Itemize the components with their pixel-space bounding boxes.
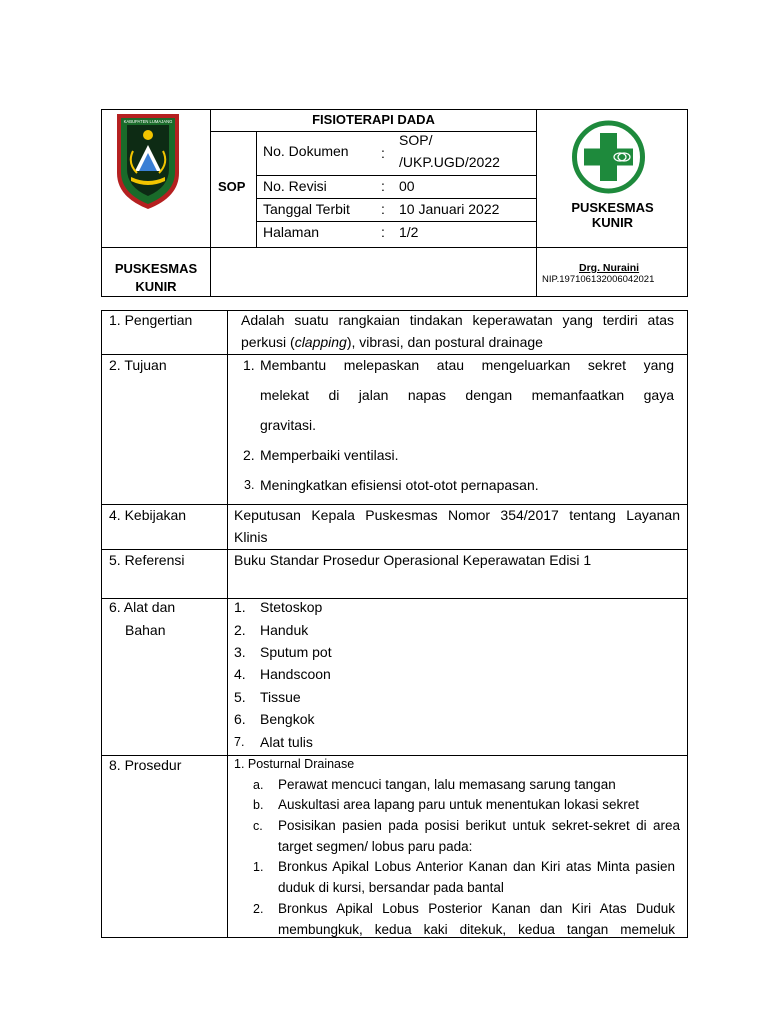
prosedur-step-1-line2: duduk di kursi, bersandar pada bantal [278, 880, 504, 895]
page-value: 1/2 [399, 224, 419, 240]
prosedur-step-c-line2: target segmen/ lobus paru pada: [278, 839, 473, 854]
section-label-tujuan: 2. Tujuan [109, 357, 167, 373]
revision-colon: : [381, 178, 385, 194]
kebijakan-line1: Keputusan Kepala Puskesmas Nomor 354/2017 tentang Layanan [234, 507, 680, 523]
page-label: Halaman [263, 224, 320, 240]
org-name-left-line2: KUNIR [135, 279, 177, 294]
org-name-left-line1: PUSKESMAS [114, 261, 198, 276]
alat-item-2-num: 2. [234, 622, 246, 638]
document-title: FISIOTERAPI DADA [312, 112, 435, 127]
tujuan-item-3-num: 3. [244, 478, 255, 492]
section-label-pengertian: 1. Pengertian [109, 312, 193, 328]
tujuan-item-1-line1: Membantu melepaskan atau mengeluarkan sekret yang [260, 357, 674, 373]
revision-value: 00 [399, 178, 415, 194]
prosedur-step-c-line1: Posisikan pasien pada posisi berikut untuk sekret-sekret di area [278, 818, 680, 833]
revision-label: No. Revisi [263, 178, 327, 194]
prosedur-step-a: Perawat mencuci tangan, lalu memasang sarung tangan [278, 777, 616, 792]
alat-item-6-num: 6. [234, 711, 246, 727]
kebijakan-line2: Klinis [234, 529, 268, 545]
alat-item-1-num: 1. [234, 599, 246, 615]
page-colon: : [381, 224, 385, 240]
issue-date-value: 10 Januari 2022 [399, 201, 500, 217]
section-label-kebijakan: 4. Kebijakan [109, 507, 187, 523]
alat-item-7: Alat tulis [260, 734, 313, 750]
pengertian-line1: Adalah suatu rangkaian tindakan keperawatan yang terdiri atas [241, 312, 674, 328]
alat-item-5-num: 5. [234, 689, 246, 705]
org-name-right-line1: PUSKESMAS [571, 200, 654, 215]
tujuan-item-2-num: 2. [243, 447, 255, 463]
prosedur-step-c-num: c. [253, 819, 263, 833]
pengertian-line2: perkusi (clapping), vibrasi, dan postural drainage [241, 334, 543, 350]
org-name-right-line2: KUNIR [591, 215, 634, 230]
prosedur-step-2-line2: membungkuk, kedua kaki ditekuk, kedua tangan memeluk [278, 922, 675, 937]
prosedur-step-a-num: a. [253, 778, 264, 792]
alat-item-4: Handscoon [260, 666, 331, 682]
tujuan-item-3: Meningkatkan efisiensi otot-otot pernapasan. [260, 477, 539, 493]
doc-number-colon: : [381, 145, 385, 161]
prosedur-heading: 1. Posturnal Drainase [234, 757, 355, 771]
alat-item-6: Bengkok [260, 711, 315, 727]
issue-date-colon: : [381, 201, 385, 217]
issue-date-label: Tanggal Terbit [263, 201, 350, 217]
sop-label: SOP [218, 179, 246, 194]
prosedur-step-2-num: 2. [253, 902, 264, 916]
signer-name: Drg. Nuraini [579, 262, 640, 274]
signer-nip: NIP.197106132006042021 [542, 274, 655, 285]
section-label-prosedur: 8. Prosedur [109, 757, 182, 773]
puskesmas-logo [568, 119, 649, 195]
alat-item-4-num: 4. [234, 666, 246, 682]
alat-item-3: Sputum pot [260, 644, 332, 660]
prosedur-step-2-line1: Bronkus Apikal Lobus Posterior Kanan dan Kiri Atas Duduk [278, 901, 675, 916]
alat-item-7-num: 7. [234, 735, 245, 749]
prosedur-step-b-num: b. [253, 798, 264, 812]
prosedur-step-b: Auskultasi area lapang paru untuk menentukan lokasi sekret [278, 797, 639, 812]
tujuan-item-1-line3: gravitasi. [260, 417, 317, 433]
doc-number-value-1: SOP/ [399, 132, 433, 148]
referensi-text: Buku Standar Prosedur Operasional Keperawatan Edisi 1 [234, 552, 592, 568]
section-label-alat-1: 6. Alat dan [109, 599, 176, 615]
tujuan-item-2: Memperbaiki ventilasi. [260, 447, 399, 463]
doc-number-value-2: /UKP.UGD/2022 [399, 154, 500, 170]
alat-item-5: Tissue [260, 689, 301, 705]
tujuan-item-1-num: 1. [243, 357, 255, 373]
alat-item-2: Handuk [260, 622, 309, 638]
prosedur-step-1-num: 1. [253, 860, 264, 874]
svg-text:KABUPATEN LUMAJANG: KABUPATEN LUMAJANG [123, 119, 173, 124]
tujuan-item-1-line2: melekat di jalan napas dengan memanfaatkan gaya [260, 387, 674, 403]
section-label-referensi: 5. Referensi [109, 552, 185, 568]
regency-logo [113, 111, 183, 211]
prosedur-step-1-line1: Bronkus Apikal Lobus Anterior Kanan dan Kiri atas Minta pasien [278, 859, 675, 874]
alat-item-1: Stetoskop [260, 599, 323, 615]
doc-number-label: No. Dokumen [263, 143, 349, 159]
section-label-alat-2: Bahan [125, 622, 166, 638]
alat-item-3-num: 3. [234, 644, 246, 660]
